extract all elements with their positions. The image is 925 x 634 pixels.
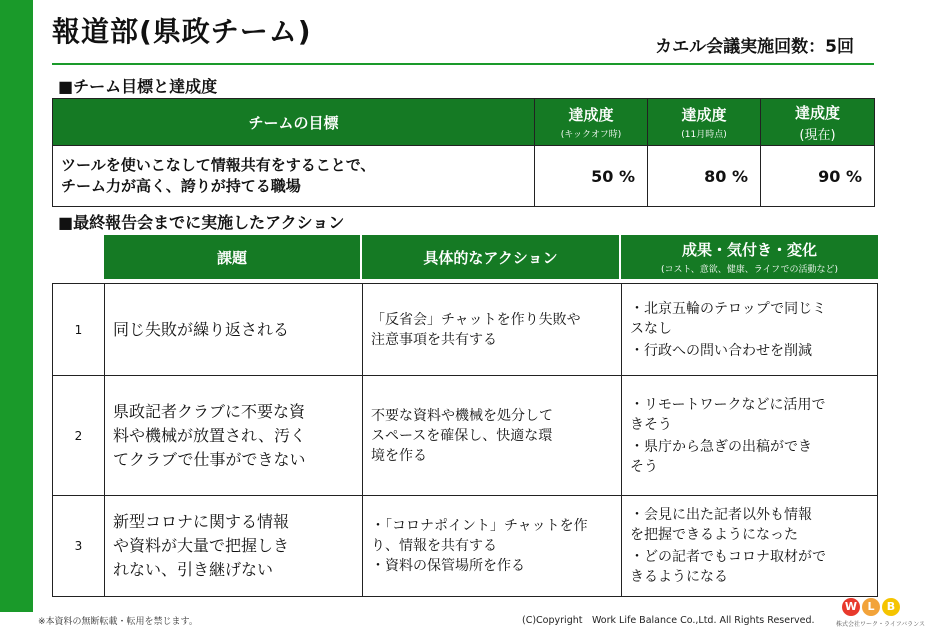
action-cell: 「反省会」チャットを作り失敗や 注意事項を共有する (362, 283, 621, 375)
footer-notice: ※本資料の無断転載・転用を禁じます。 (38, 617, 198, 627)
logo-tagline: 株式会社ワーク・ライフバランス (836, 621, 925, 628)
row-number: 1 (52, 283, 104, 375)
logo-ball-b: B (882, 598, 900, 616)
table-row (52, 375, 878, 495)
result-cell: ・リモートワークなどに活用で きそう ・県庁から急ぎの出稿ができ そう (621, 375, 878, 495)
header-achievement-current: 達成度 (現在) (761, 99, 875, 146)
title-divider (52, 63, 874, 65)
footer-copyright: (C)Copyright Work Life Balance Co.,Ltd. All Rights Reserved. (522, 615, 815, 626)
logo-ball-l: L (862, 598, 880, 616)
goal-table (52, 98, 875, 207)
table-row (52, 495, 878, 597)
issue-cell: 県政記者クラブに不要な資 料や機械が放置され、汚く てクラブで仕事ができない (104, 375, 362, 495)
company-logo (836, 598, 925, 630)
header-goal: チームの目標 (53, 99, 535, 146)
header-blank (52, 235, 104, 279)
section-actions-heading: ■最終報告会までに実施したアクション (58, 213, 345, 232)
header-achievement-november: 達成度 (11月時点) (648, 99, 761, 146)
section-goals-heading: ■チーム目標と達成度 (58, 77, 218, 96)
issue-cell: 同じ失敗が繰り返される (104, 283, 362, 375)
goal-text: ツールを使いこなして情報共有をすることで、 チーム力が高く、誇りが持てる職場 (53, 146, 535, 207)
table-row (52, 283, 878, 375)
result-cell: ・北京五輪のテロップで同じミ スなし ・行政への問い合わせを削減 (621, 283, 878, 375)
result-cell: ・会見に出た記者以外も情報 を把握できるようになった ・どの記者でもコロナ取材がで きるようになる (621, 495, 878, 597)
value-current: 90 % (761, 146, 875, 207)
header-result: 成果・気付き・変化 (コスト、意欲、健康、ライフでの活動など) (621, 235, 878, 279)
value-kickoff: 50 % (535, 146, 648, 207)
header-action: 具体的なアクション (362, 235, 621, 279)
action-table (52, 235, 878, 597)
value-november: 80 % (648, 146, 761, 207)
action-cell: 不要な資料や機械を処分して スペースを確保し、快適な環 境を作る (362, 375, 621, 495)
header-issue: 課題 (104, 235, 362, 279)
row-number: 2 (52, 375, 104, 495)
row-number: 3 (52, 495, 104, 597)
meeting-count: カエル会議実施回数：5回 (655, 37, 854, 57)
page-title: 報道部(県政チーム) (52, 15, 312, 48)
logo-ball-w: W (842, 598, 860, 616)
left-accent-bar (0, 0, 33, 612)
action-cell: ・「コロナポイント」チャットを作 り、情報を共有する ・資料の保管場所を作る (362, 495, 621, 597)
issue-cell: 新型コロナに関する情報 や資料が大量で把握しき れない、引き継げない (104, 495, 362, 597)
header-achievement-kickoff: 達成度 (キックオフ時) (535, 99, 648, 146)
